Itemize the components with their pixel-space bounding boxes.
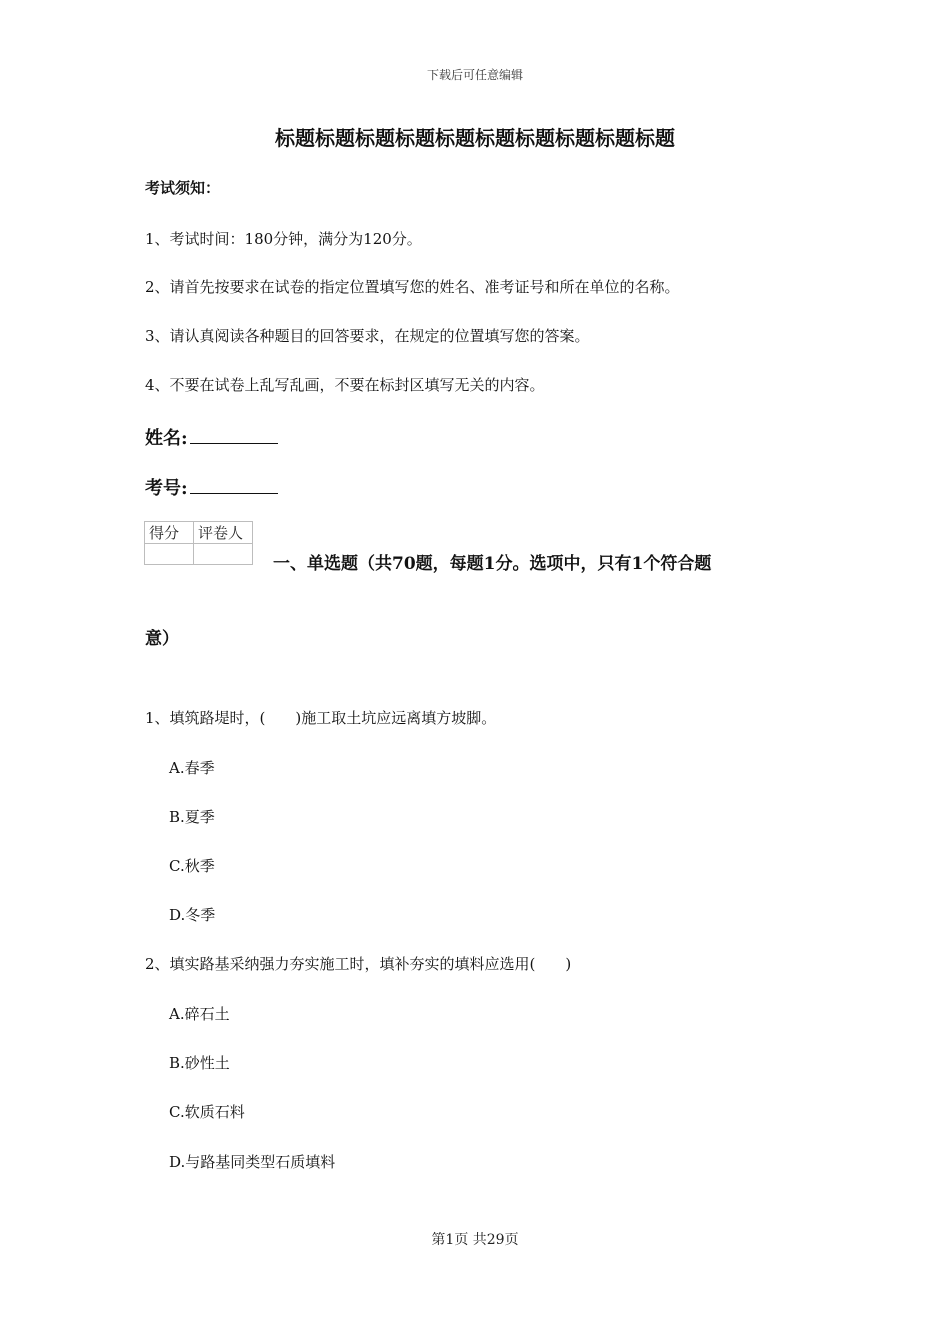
section-heading: 一、单选题（共70题，每题1分。选项中，只有1个符合题 [273, 554, 712, 574]
option-item[interactable]: C.软质石料 [169, 1103, 245, 1121]
name-blank-line[interactable] [190, 427, 278, 444]
notice-item: 3、请认真阅读各种题目的回答要求，在规定的位置填写您的答案。 [145, 327, 590, 345]
name-label: 姓名: [145, 428, 188, 449]
notice-heading: 考试须知： [145, 179, 221, 197]
score-table-header-row [145, 522, 253, 544]
option-item[interactable]: A.春季 [169, 759, 215, 777]
section-heading-continued: 意） [145, 629, 179, 649]
option-item[interactable]: B.砂性土 [169, 1054, 230, 1072]
option-item[interactable]: A.碎石土 [169, 1005, 230, 1023]
score-table-blank-row [145, 544, 253, 565]
option-item[interactable]: B.夏季 [169, 808, 215, 826]
grader-cell[interactable] [194, 544, 253, 565]
header-note: 下载后可任意编辑 [426, 68, 523, 82]
question-text: 2、填实路基采纳强力夯实施工时，填补夯实的填料应选用( ) [145, 955, 572, 973]
score-header: 得分 [145, 522, 194, 544]
score-table [144, 521, 253, 565]
question-text: 1、填筑路堤时，( )施工取土坑应远离填方坡脚。 [145, 709, 497, 727]
id-blank-line[interactable] [190, 477, 278, 494]
notice-item: 1、考试时间：180分钟，满分为120分。 [145, 230, 422, 248]
grader-header: 评卷人 [194, 522, 253, 544]
id-field [145, 474, 278, 500]
notice-item: 2、请首先按要求在试卷的指定位置填写您的姓名、准考证号和所在单位的名称。 [145, 278, 680, 296]
option-item[interactable]: C.秋季 [169, 857, 215, 875]
option-item[interactable]: D.冬季 [169, 906, 216, 924]
document-title: 标题标题标题标题标题标题标题标题标题标题 [275, 126, 675, 150]
page-footer: 第1页 共29页 [431, 1232, 519, 1248]
score-cell[interactable] [145, 544, 194, 565]
name-field [145, 424, 278, 450]
id-label: 考号: [145, 478, 188, 499]
option-item[interactable]: D.与路基同类型石质填料 [169, 1153, 336, 1171]
notice-item: 4、不要在试卷上乱写乱画，不要在标封区填写无关的内容。 [145, 376, 545, 394]
